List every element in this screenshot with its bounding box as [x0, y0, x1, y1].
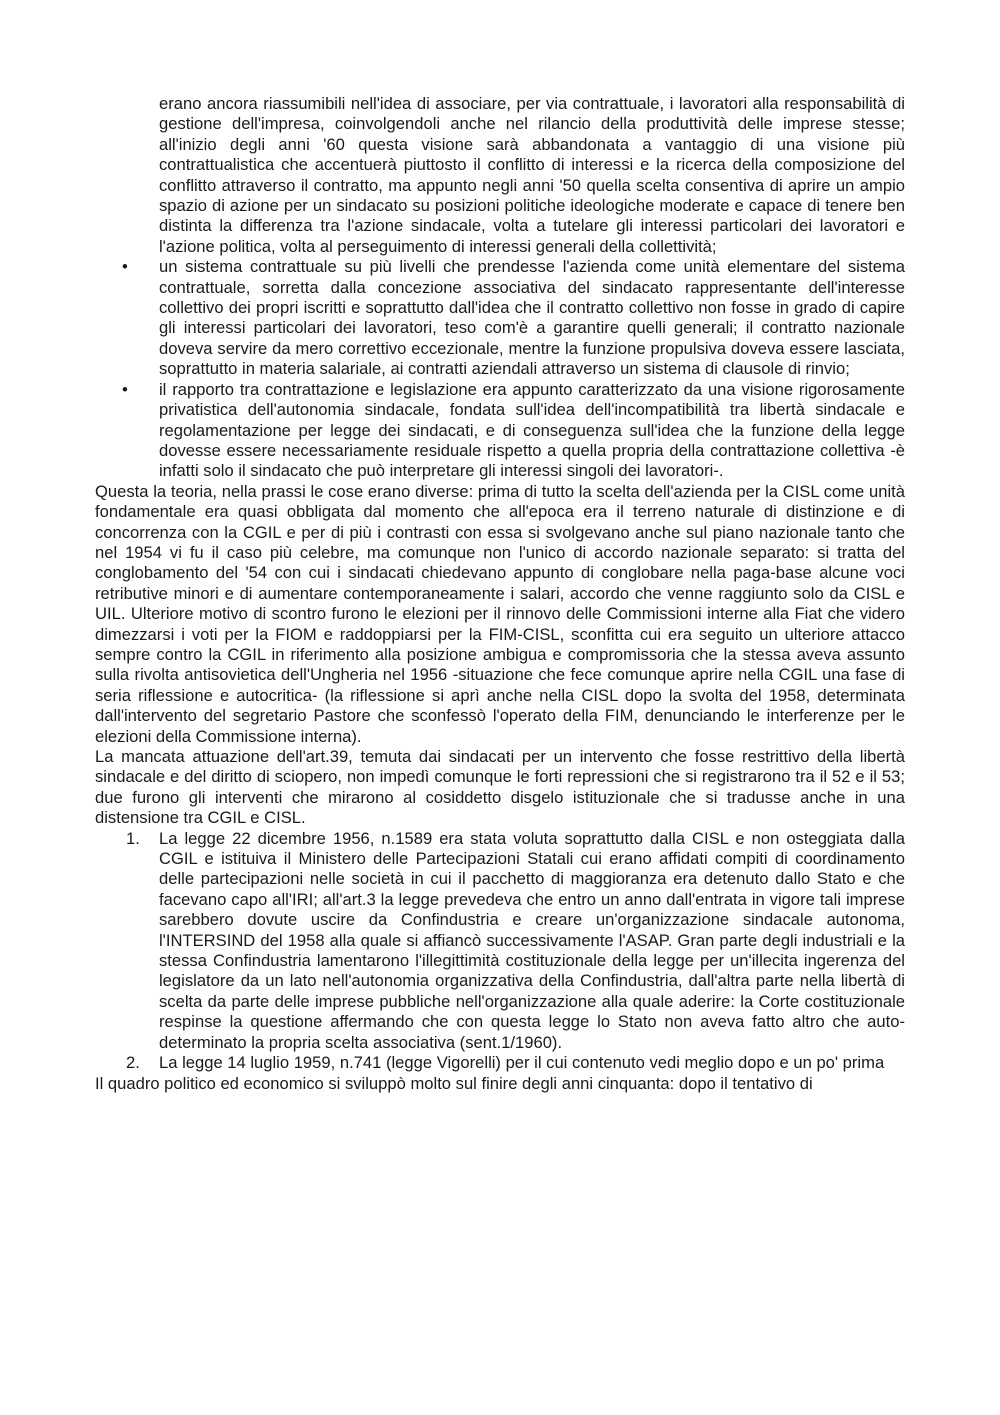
number-marker: 1. [126, 828, 140, 848]
number-marker: 2. [126, 1053, 140, 1073]
numbered-item [126, 1053, 905, 1073]
bullet-marker: • [122, 379, 128, 399]
numbered-text: La legge 14 luglio 1959, n.741 (legge Vigorelli) per il cui contenuto vedi meglio dopo e un po' prima [159, 1053, 885, 1073]
numbered-text: La legge 22 dicembre 1956, n.1589 era stata voluta soprattutto dalla CISL e non osteggiata dalla CGIL e istituiva il Ministero delle Partecipazioni Statali cui erano affidati compiti di coordinamento delle partecipazioni nelle società in cui il pacchetto di maggioranza era detenuto dallo Stato e che facevano capo all'IRI; all'art.3 la legge prevedeva che entro un anno dall'entrata in vigore tali imprese sarebbero dovute uscire da Confindustria e creare un'organizzazione sindacale autonoma, l'INTERSIND del 1958 alla quale si affiancò successivamente l'ASAP. Gran parte degli industriali e la stessa Confindustria lamentarono l'illegittimità costituzionale della legge per un'illecita ingerenza del legislatore da un lato nell'autonomia organizzativa della Confindustria, dall'altra parte nella libertà di scelta da parte delle imprese pubbliche nell'organizzazione alla quale aderire: la Corte costituzionale respinse la questione affermando che con questa legge lo Stato non aveva fatto altro che auto-determinato la propria scelta associativa (sent.1/1960). [159, 828, 905, 1052]
numbered-item [126, 828, 905, 1053]
bullet-text: il rapporto tra contrattazione e legislazione era appunto caratterizzato da una visione rigorosamente privatistica dell'autonomia sindacale, fondata sull'idea dell'incompatibilità tra libertà sindacale e regolamentazione per legge dei sindacati, e di conseguenza sull'idea che la funzione della legge dovesse essere necessariamente residuale rispetto a quella propria della contrattazione collettiva -è infatti solo il sindacato che può interpretare gli interessi singoli dei lavoratori-. [159, 379, 905, 481]
continuation-paragraph: erano ancora riassumibili nell'idea di associare, per via contrattuale, i lavoratori alla responsabilità di gestione dell'impresa, coinvolgendoli anche nel rilancio della produttività delle imprese stesse; all'inizio degli anni '60 questa visione sarà abbandonata a vantaggio di una visione più contrattualistica che accentuerà piuttosto il conflitto di interessi e la ricerca della composizione del conflitto attraverso il contratto, ma appunto negli anni '50 quella scelta consentiva di aprire un ampio spazio di azione per un sindacato su posizioni politiche ideologiche moderate e capace di tenere ben distinta la differenza tra l'azione sindacale, volta a tutelare gli interessi particolari dei lavoratori e l'azione politica, volta al perseguimento di interessi generali della collettività; [159, 94, 905, 256]
bullet-text: un sistema contrattuale su più livelli che prendesse l'azienda come unità elementare del sistema contrattuale, sorretta dalla concezione associativa del sindacato rappresentante dell'interesse collettivo dei propri iscritti e soprattutto dall'idea che il contratto collettivo non fosse in grado di capire gli interessi particolari dei lavoratori, teso com'è a garantire quelli generali; il contratto nazionale doveva servire da mero correttivo eccezionale, mentre la funzione propulsiva doveva essere lasciata, soprattutto in materia salariale, ai contratti aziendali attraverso un sistema di clausole di rinvio; [159, 257, 905, 379]
body-paragraph: La mancata attuazione dell'art.39, temuta dai sindacati per un intervento che fosse restrittivo della libertà sindacale e del diritto di sciopero, non impedì comunque le forti repressioni che si registrarono tra il 52 e il 53; due furono gli interventi che mirarono al cosiddetto disgelo istituzionale che si tradusse anche in una distensione tra CGIL e CISL. [95, 747, 905, 828]
bullet-marker: • [122, 257, 128, 277]
bullet-item [122, 379, 905, 482]
document-page [95, 94, 905, 1094]
closing-paragraph: Il quadro politico ed economico si sviluppò molto sul finire degli anni cinquanta: dopo il tentativo di [95, 1073, 813, 1093]
body-paragraph: Questa la teoria, nella prassi le cose erano diverse: prima di tutto la scelta dell'azienda per la CISL come unità fondamentale era quasi obbligata dal momento che all'epoca era il terreno naturale di distinzione e di concorrenza con la CGIL e per di più i contrasti con essa si svolgevano anche sul piano nazionale tanto che nel 1954 vi fu il caso più celebre, ma comunque non l'unico di accordo nazionale separato: si tratta del conglobamento del '54 con cui i sindacati chiedevano appunto di conglobare nella paga-base alcune voci retributive minori e di aumentare contemporaneamente i salari, accordo che venne raggiunto solo da CISL e UIL. Ulteriore motivo di scontro furono le elezioni per il rinnovo delle Commissioni interne alla Fiat che videro dimezzarsi i voti per la FIOM e raddoppiarsi per la FIM-CISL, sconfitta cui era seguito un ulteriore attacco sempre contro la CGIL in riferimento alla posizione ambigua e compromissoria che la stessa aveva assunto sulla rivolta antisovietica dell'Ungheria nel 1956 -situazione che fece comunque aprire nella CGIL una fase di seria riflessione e autocritica- (la riflessione si aprì anche nella CISL dopo la svolta del 1958, determinata dall'intervento del segretario Pastore che sconfessò l'operato della FIM, denunciando le interferenze per le elezioni della Commissione interna). [95, 481, 905, 746]
bullet-item [122, 257, 905, 379]
